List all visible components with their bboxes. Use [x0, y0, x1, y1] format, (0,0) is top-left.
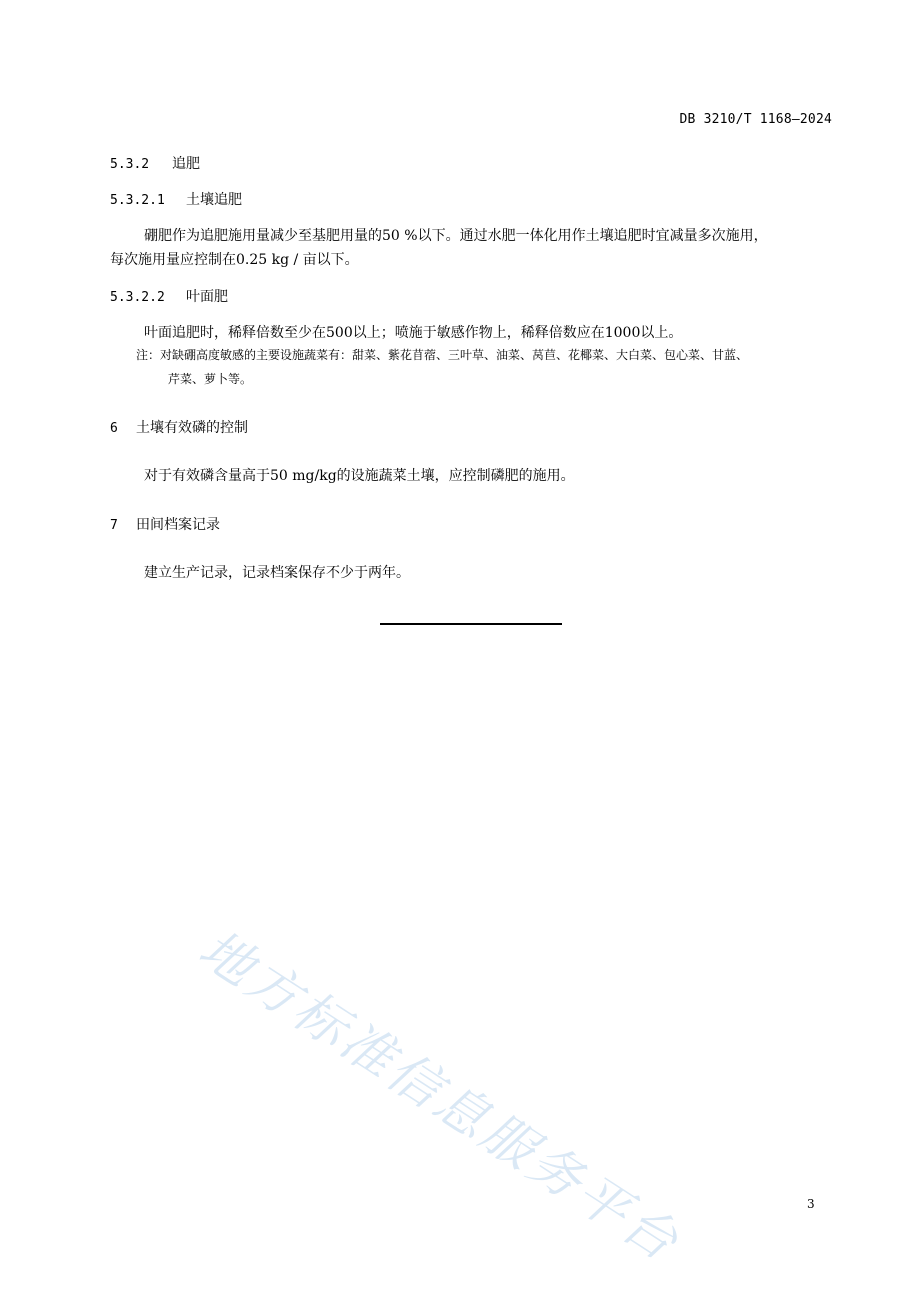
note-label: 注： — [136, 348, 161, 362]
section-title: 土壤有效磷的控制 — [136, 420, 248, 436]
paragraph-line: 叶面追肥时，稀释倍数至少在500以上；喷施于敏感作物上，稀释倍数应在1000以上。 — [144, 325, 683, 341]
paragraph-line: 建立生产记录，记录档案保存不少于两年。 — [144, 565, 410, 581]
section-title: 土壤追肥 — [186, 192, 242, 208]
paragraph-line: 硼肥作为追肥施用量减少至基肥用量的50 %以下。通过水肥一体化用作土壤追肥时宜减量多次施用， — [144, 228, 768, 244]
section-number: 7 — [110, 518, 118, 533]
section-heading-6 — [110, 417, 248, 437]
end-rule — [380, 623, 562, 625]
section-number: 5.3.2.2 — [110, 290, 165, 305]
section-number: 5.3.2.1 — [110, 193, 165, 208]
note-line — [136, 346, 748, 363]
section-heading-5-3-2 — [110, 153, 200, 173]
section-title: 田间档案记录 — [136, 517, 220, 533]
paragraph-line: 对于有效磷含量高于50 mg/kg的设施蔬菜土壤，应控制磷肥的施用。 — [144, 468, 575, 484]
section-number: 5.3.2 — [110, 157, 150, 172]
note-line-continued: 芹菜、萝卜等。 — [168, 372, 253, 386]
section-heading-7 — [110, 514, 220, 534]
section-title: 追肥 — [172, 156, 200, 172]
section-number: 6 — [110, 421, 118, 436]
section-title: 叶面肥 — [186, 289, 228, 305]
watermark: 地方标准信息服务平台 — [188, 918, 691, 1275]
section-heading-5-3-2-1 — [110, 189, 242, 209]
page-number: 3 — [807, 1197, 815, 1211]
note-text: 对缺硼高度敏感的主要设施蔬菜有：甜菜、紫花苜蓿、三叶草、油菜、莴苣、花椰菜、大白菜、包心菜、甘蓝、 — [160, 348, 749, 362]
doc-code-header: DB 3210/T 1168—2024 — [679, 112, 832, 127]
section-heading-5-3-2-2 — [110, 286, 228, 306]
paragraph-line: 每次施用量应控制在0.25 kg / 亩以下。 — [110, 252, 359, 268]
